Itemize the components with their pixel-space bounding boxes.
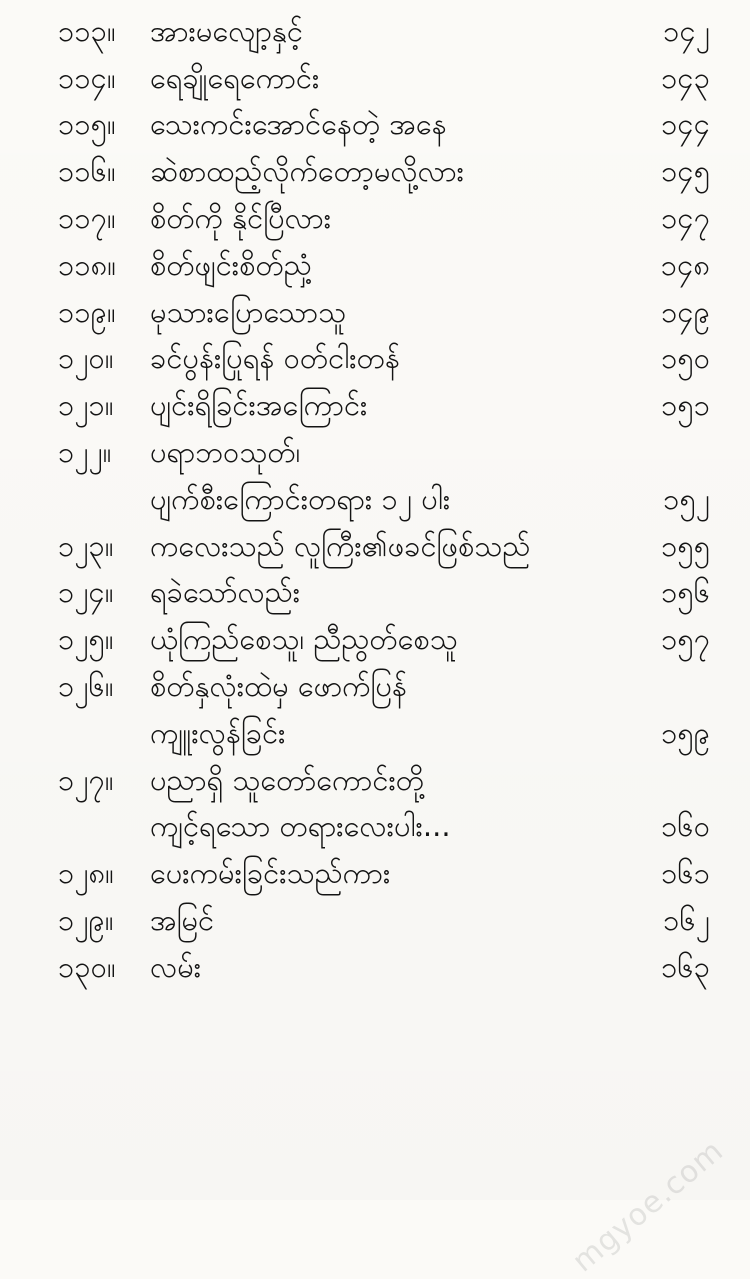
entry-number: ၁၁၄။	[58, 60, 116, 95]
entry-number: ၁၂၂။	[58, 435, 112, 470]
entry-number: ၁၂၄။	[58, 575, 114, 610]
entry-title: စိတ်နှလုံးထဲမှ ဖောက်ပြန်	[150, 669, 407, 704]
toc-entry	[58, 429, 710, 476]
entry-title: ကျူးလွန်ခြင်း	[150, 715, 286, 750]
toc-entry	[58, 242, 710, 289]
entry-number: ၁၂၉။	[58, 903, 114, 938]
entry-title: ပညာရှိ သူတော်ကောင်းတို့	[150, 762, 425, 797]
toc-entry-continuation	[58, 804, 710, 851]
entry-page-number: ၁၆၂	[663, 903, 710, 938]
entry-title: စိတ်ဖျင်းစိတ်ညှံ့	[150, 247, 312, 282]
toc-entry	[58, 102, 710, 149]
entry-number: ၁၂၈။	[58, 856, 114, 891]
entry-page-number: ၁၄၅	[661, 154, 710, 189]
entry-page-number: ၁၅၂	[663, 481, 710, 516]
toc-entry	[58, 616, 710, 663]
toc-entry	[58, 55, 710, 102]
toc-entry	[58, 195, 710, 242]
entry-title: စိတ်ကို နိုင်ပြီလား	[150, 201, 332, 236]
entry-page-number: ၁၅၁	[661, 388, 710, 423]
toc-entry	[58, 382, 710, 429]
entry-page-number: ၁၅၉	[661, 715, 710, 750]
entry-title: ပေးကမ်းခြင်းသည်ကား	[150, 856, 391, 891]
entry-number: ၁၂၃။	[58, 528, 114, 563]
entry-title: ဆဲစာထည့်လိုက်တော့မလို့လား	[150, 154, 465, 189]
table-of-contents	[58, 8, 710, 991]
entry-title: ပရာဘဝသုတ်၊	[150, 435, 301, 470]
entry-page-number: ၁၄၇	[661, 201, 710, 236]
toc-entry	[58, 8, 710, 55]
entry-number: ၁၁၃။	[58, 13, 116, 48]
entry-page-number: ၁၆၀	[661, 809, 710, 844]
toc-entry	[58, 944, 710, 991]
watermark: mgyoe.com	[565, 1133, 730, 1279]
entry-number: ၁၁၆။	[58, 154, 116, 189]
toc-entry-continuation	[58, 476, 710, 523]
toc-entry	[58, 148, 710, 195]
entry-title: ရခဲသော်လည်း	[150, 575, 301, 610]
entry-page-number: ၁၄၃	[661, 60, 710, 95]
entry-number: ၁၂၇။	[58, 762, 114, 797]
entry-page-number: ၁၄၄	[661, 107, 710, 142]
toc-entry	[58, 289, 710, 336]
toc-entry	[58, 570, 710, 617]
toc-entry	[58, 850, 710, 897]
entry-number: ၁၁၅။	[58, 107, 116, 142]
entry-title: ပျက်စီးကြောင်းတရား ၁၂ ပါး	[150, 481, 451, 516]
entry-number: ၁၂၅။	[58, 622, 114, 657]
entry-number: ၁၃၀။	[58, 949, 116, 984]
entry-number: ၁၂၆။	[58, 669, 114, 704]
entry-number: ၁၁၈။	[58, 247, 116, 282]
entry-title: ခင်ပွန်းပြုရန် ဝတ်ငါးတန်	[150, 341, 400, 376]
entry-page-number: ၁၅၀	[661, 341, 710, 376]
toc-entry	[58, 663, 710, 710]
entry-page-number: ၁၄၂	[663, 13, 710, 48]
entry-title: ရေချိုရေကောင်း	[150, 60, 320, 95]
entry-page-number: ၁၆၁	[661, 856, 710, 891]
entry-title: ကျင့်ရသော တရားလေးပါး...	[150, 809, 451, 844]
entry-page-number: ၁၅၇	[661, 622, 710, 657]
entry-title: ယုံကြည်စေသူ၊ ညီညွတ်စေသူ	[150, 622, 458, 657]
entry-number: ၁၂၁။	[58, 388, 114, 423]
entry-page-number: ၁၅၅	[661, 528, 710, 563]
entry-title: လမ်း	[150, 949, 202, 984]
entry-title: အမြင်	[150, 903, 215, 938]
entry-number: ၁၁၉။	[58, 294, 116, 329]
entry-title: ကလေးသည် လူကြီး၏ဖခင်ဖြစ်သည်	[150, 528, 531, 563]
entry-number: ၁၂၀။	[58, 341, 114, 376]
entry-number: ၁၁၇။	[58, 201, 116, 236]
entry-page-number: ၁၄၈	[660, 247, 710, 282]
toc-entry	[58, 336, 710, 383]
toc-entry-continuation	[58, 710, 710, 757]
toc-entry	[58, 523, 710, 570]
entry-page-number: ၁၄၉	[661, 294, 710, 329]
toc-entry	[58, 757, 710, 804]
entry-title: မုသားပြောသောသူ	[150, 294, 347, 329]
entry-title: ပျင်းရိခြင်းအကြောင်း	[150, 388, 368, 423]
entry-page-number: ၁၅၆	[661, 575, 710, 610]
toc-entry	[58, 897, 710, 944]
entry-title: သေးကင်းအောင်နေတဲ့ အနေ	[150, 107, 447, 142]
entry-page-number: ၁၆၃	[661, 949, 710, 984]
entry-title: အားမလျော့နှင့်	[150, 13, 303, 48]
